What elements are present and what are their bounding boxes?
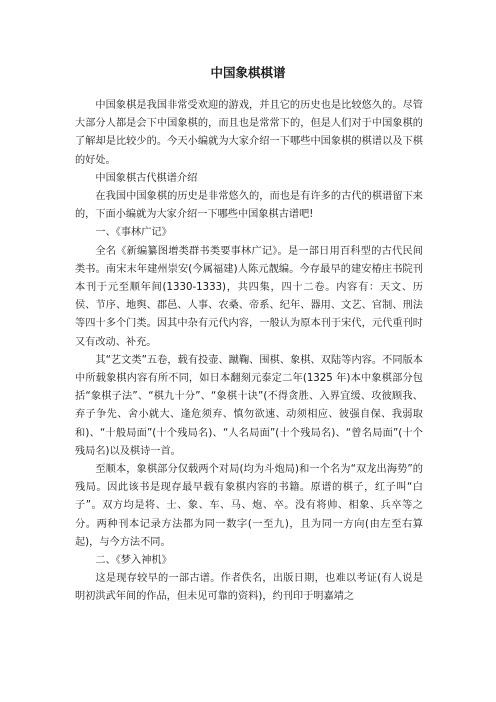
page-title: 中国象棋棋谱 — [210, 65, 286, 80]
paragraph: 这是现存较早的一部古谱。作者佚名，出版日期，也难以考证(有人说是明初洪武年间的作品，但未见可靠的资料)，约刊印于明嘉靖之 — [75, 573, 423, 603]
paragraph: 全名《新编纂图增类群书类要事林广记》。是一部日用百科型的古代民间类书。南宋末年建州崇安(今属福建)人陈元靓编。今存最早的建安椿庄书院刊本刊于元至顺年间(1330-1333)，共四集，四十二卷。内容有：天文、历侯、节序、地舆、郡邑、人事、农桑、帝系、纪年、器用、文艺、官制、刑法等四十多个门类。因其中杂有元代内容，一般认为原本刊于宋代，元代重刊时又有改动、补充。 — [75, 245, 423, 348]
paragraph: 在我国中国象棋的历史是非常悠久的，而也是有许多的古代的棋谱留下来的，下面小编就为大家介绍一下哪些中国象棋古谱吧! — [75, 191, 423, 221]
section-heading: 一、《事林广记》 — [95, 227, 172, 239]
section-heading: 二、《梦入神机》 — [95, 555, 172, 567]
document-body — [75, 97, 423, 607]
section-heading: 中国象棋古代棋谱介绍 — [95, 172, 198, 184]
paragraph: 其“艺文类”五卷，载有投壶、蹴鞠、围棋、象棋、双陆等内容。不同版本中所载象棋内容有所不同，如日本翻刻元泰定二年(1325 年)本中象棋部分包括“象棋子法”、“棋九十分”、“象棋十诀”(不得贪胜、入界宜缓、攻彼顾我、弃子争先、舍小就大、逢危须弃、慎勿欲速、动须相应、彼强自保、我弱取和)、“十般局面”(十个残局名)、“人名局面”(十个残局名)、“曾名局面”(十个残局名)以及棋诗一首。 — [75, 354, 423, 457]
paragraph: 中国象棋是我国非常受欢迎的游戏，并且它的历史也是比较悠久的。尽管大部分人都是会下中国象棋的，而且也是常常下的，但是人们对于中国象棋的了解却是比较少的。今天小编就为大家介绍一下哪些中国象棋的棋谱以及下棋的好处。 — [75, 100, 423, 166]
paragraph: 至顺本，象棋部分仅载两个对局(均为斗炮局)和一个名为“双龙出海势”的残局。因此该书是现存最早载有象棋内容的书籍。原谱的棋子，红子叫“白子”。双方均是将、士、象、车、马、炮、卒。没有将帅、相象、兵卒等之分。两种刊本记录方法都为同一数字(一至九)，且为同一方向(由左至右算起)，与今方法不同。 — [75, 464, 423, 548]
